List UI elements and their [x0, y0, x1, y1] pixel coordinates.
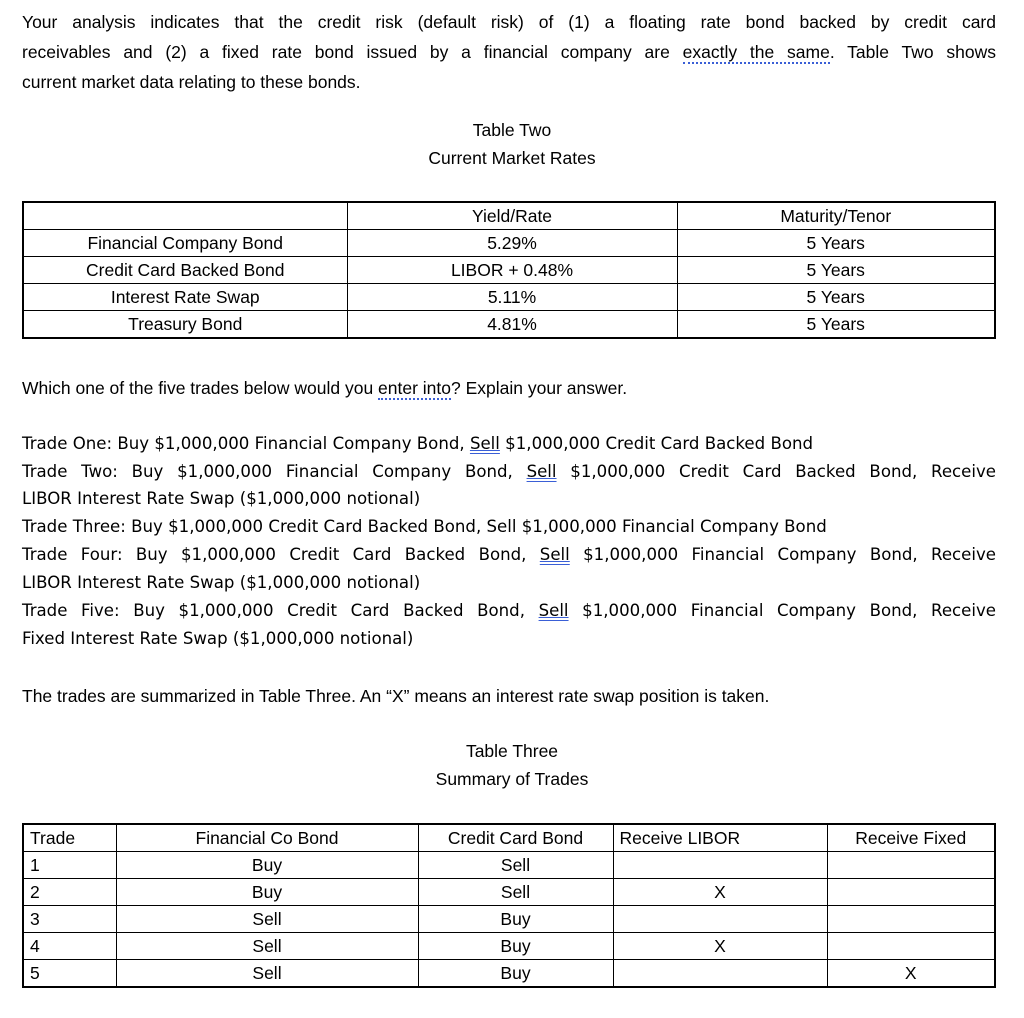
header-cell: Receive LIBOR: [613, 824, 827, 852]
table-row: [23, 933, 995, 960]
fin-co-cell: Buy: [116, 879, 418, 906]
yield-cell: 5.29%: [347, 230, 677, 257]
receive-libor-cell: [613, 852, 827, 879]
trade-five: [22, 601, 996, 620]
receive-fixed-cell: [827, 906, 995, 933]
question-text: [22, 378, 627, 399]
trade-text: $1,000,000 Financial Company Bond, Receive: [568, 601, 996, 620]
grammar-underlined-word: Sell: [539, 545, 570, 564]
receive-fixed-cell: X: [827, 960, 995, 988]
header-cell: Credit Card Bond: [418, 824, 613, 852]
trade-cell: 1: [23, 852, 116, 879]
yield-cell: 5.11%: [347, 284, 677, 311]
table-row: [23, 906, 995, 933]
trade-cell: 4: [23, 933, 116, 960]
trade-text: $1,000,000 Financial Company Bond, Receive: [569, 545, 996, 564]
receive-libor-cell: X: [613, 879, 827, 906]
table-header-row: [23, 202, 995, 230]
trade-text: Trade One: Buy $1,000,000 Financial Company Bond,: [22, 434, 470, 453]
instrument-cell: Financial Company Bond: [23, 230, 347, 257]
receive-fixed-cell: [827, 852, 995, 879]
trade-five-cont: Fixed Interest Rate Swap ($1,000,000 notional): [22, 629, 414, 648]
table-three-title: Table Three: [465, 741, 559, 761]
credit-card-cell: Sell: [418, 852, 613, 879]
header-cell: Maturity/Tenor: [677, 202, 995, 230]
intro-text: . Table Two shows: [829, 42, 996, 62]
trade-text: Trade Four: Buy $1,000,000 Credit Card Backed Bond,: [22, 545, 540, 564]
grammar-underlined-word: Sell: [526, 462, 557, 481]
table-row: [23, 230, 995, 257]
trade-text: $1,000,000 Credit Card Backed Bond: [499, 434, 814, 453]
fin-co-cell: Sell: [116, 960, 418, 988]
table-header-row: [23, 824, 995, 852]
receive-libor-cell: X: [613, 933, 827, 960]
maturity-cell: 5 Years: [677, 230, 995, 257]
spellcheck-underlined-phrase: exactly the same: [682, 42, 830, 62]
instrument-cell: Credit Card Backed Bond: [23, 257, 347, 284]
yield-cell: 4.81%: [347, 311, 677, 339]
trade-one: [22, 434, 813, 453]
table-three-subtitle: Summary of Trades: [435, 769, 589, 789]
intro-line-3: current market data relating to these bonds.: [22, 72, 361, 92]
table-row: [23, 879, 995, 906]
trade-two-cont: LIBOR Interest Rate Swap ($1,000,000 notional): [22, 489, 421, 508]
intro-text: receivables and (2) a fixed rate bond issued by a financial company are: [22, 42, 670, 62]
trade-four-cont: LIBOR Interest Rate Swap ($1,000,000 notional): [22, 573, 421, 592]
fin-co-cell: Sell: [116, 933, 418, 960]
table-row: [23, 852, 995, 879]
trade-text: $1,000,000 Credit Card Backed Bond, Receive: [556, 462, 997, 481]
question-part: Which one of the five trades below would you: [22, 378, 379, 398]
table-row: [23, 311, 995, 339]
intro-line-1: Your analysis indicates that the credit risk (default risk) of (1) a floating rate bond backed by credit card: [22, 12, 996, 32]
header-cell: [23, 202, 347, 230]
table-row: [23, 257, 995, 284]
credit-card-cell: Sell: [418, 879, 613, 906]
yield-cell: LIBOR + 0.48%: [347, 257, 677, 284]
table-two-subtitle: Current Market Rates: [428, 148, 596, 168]
trade-cell: 2: [23, 879, 116, 906]
table-two-title: Table Two: [472, 120, 552, 140]
header-cell: Yield/Rate: [347, 202, 677, 230]
header-cell: Trade: [23, 824, 116, 852]
question-part: ? Explain your answer.: [451, 378, 628, 398]
receive-fixed-cell: [827, 933, 995, 960]
table-row: [23, 960, 995, 988]
trade-three: Trade Three: Buy $1,000,000 Credit Card Backed Bond, Sell $1,000,000 Financial Company Bond: [22, 517, 827, 536]
intro-line-2: [22, 42, 996, 63]
receive-libor-cell: [613, 960, 827, 988]
credit-card-cell: Buy: [418, 960, 613, 988]
receive-libor-cell: [613, 906, 827, 933]
summary-text: The trades are summarized in Table Three. An “X” means an interest rate swap position is taken.: [22, 686, 770, 706]
grammar-underlined-word: Sell: [469, 434, 500, 453]
table-three-summary: [22, 823, 996, 988]
trade-text: Trade Two: Buy $1,000,000 Financial Company Bond,: [22, 462, 527, 481]
credit-card-cell: Buy: [418, 933, 613, 960]
trade-two: [22, 462, 996, 481]
table-row: [23, 284, 995, 311]
instrument-cell: Treasury Bond: [23, 311, 347, 339]
instrument-cell: Interest Rate Swap: [23, 284, 347, 311]
trade-cell: 3: [23, 906, 116, 933]
table-two-market-rates: [22, 201, 996, 339]
fin-co-cell: Buy: [116, 852, 418, 879]
maturity-cell: 5 Years: [677, 284, 995, 311]
header-cell: Receive Fixed: [827, 824, 995, 852]
maturity-cell: 5 Years: [677, 311, 995, 339]
credit-card-cell: Buy: [418, 906, 613, 933]
trade-cell: 5: [23, 960, 116, 988]
fin-co-cell: Sell: [116, 906, 418, 933]
receive-fixed-cell: [827, 879, 995, 906]
spellcheck-underlined-phrase: enter into: [378, 378, 452, 398]
maturity-cell: 5 Years: [677, 257, 995, 284]
trade-four: [22, 545, 996, 564]
trade-text: Trade Five: Buy $1,000,000 Credit Card Backed Bond,: [22, 601, 539, 620]
grammar-underlined-word: Sell: [538, 601, 569, 620]
header-cell: Financial Co Bond: [116, 824, 418, 852]
